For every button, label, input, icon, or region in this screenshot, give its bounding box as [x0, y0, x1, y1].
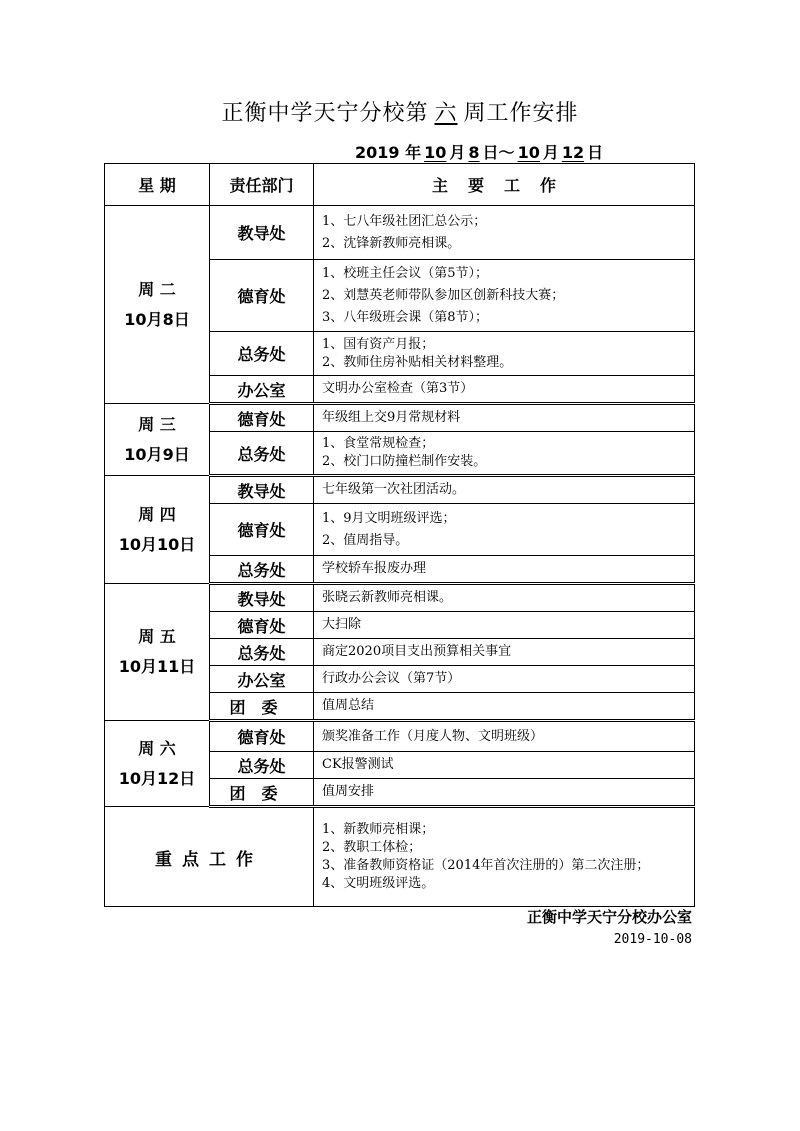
date-label: 10月12日 — [118, 768, 196, 788]
work-cell — [314, 332, 695, 376]
work-item: 行政办公会议（第7节） — [322, 671, 461, 686]
dept-cell — [210, 752, 314, 779]
work-item: 3、八年级班会课（第8节）； — [322, 309, 489, 325]
work-item: 1、食堂常规检查； — [322, 436, 435, 451]
work-item: 2、教师住房补贴相关材料整理。 — [322, 354, 513, 370]
dept-label: 团委 — [229, 783, 294, 803]
work-item: 颁奖准备工作（月度人物、文明班级） — [322, 728, 544, 744]
work-cell — [314, 666, 695, 693]
work-item: 七年级第一次社团活动。 — [322, 482, 466, 497]
dept-label: 办公室 — [237, 380, 286, 400]
dept-label: 德育处 — [237, 287, 286, 306]
dept-cell — [210, 556, 314, 584]
dept-label: 办公室 — [237, 670, 286, 690]
dept-cell — [210, 206, 314, 260]
work-cell — [314, 260, 695, 332]
work-item: 值周安排 — [322, 784, 375, 799]
header-weekday: 星 期 — [105, 164, 210, 206]
dept-label: 总务处 — [237, 756, 286, 776]
footer-date: 2019-10-08 — [613, 932, 692, 947]
dept-cell — [210, 779, 314, 807]
work-cell — [314, 376, 695, 404]
key-work-item: 3、准备教师资格证（2014年首次注册的）第二次注册； — [322, 858, 650, 873]
weekday-label: 周 三 — [138, 414, 176, 434]
day-cell-tue — [105, 206, 210, 404]
work-cell — [314, 779, 695, 807]
title-suffix: 周工作安排 — [463, 101, 579, 126]
dept-cell — [210, 693, 314, 721]
dept-label: 总务处 — [237, 444, 286, 464]
day-cell-wed — [105, 404, 210, 476]
date-label: 10月11日 — [118, 657, 196, 676]
dept-cell — [210, 666, 314, 693]
key-work-row — [105, 807, 695, 907]
day-cell-sat — [105, 721, 210, 807]
work-item: 2、沈锋新教师亮相课。 — [322, 235, 461, 251]
work-cell — [314, 639, 695, 666]
date-end-day: 12 — [561, 143, 585, 162]
footer-office: 正衡中学天宁分校办公室 — [526, 908, 692, 926]
work-item: 大扫除 — [322, 617, 362, 632]
dept-cell — [210, 476, 314, 504]
work-item: 2、值周指导。 — [322, 532, 409, 548]
dept-cell — [210, 721, 314, 752]
dept-label: 教导处 — [237, 589, 286, 609]
day-cell-fri — [105, 584, 210, 721]
work-cell — [314, 476, 695, 504]
dept-cell — [210, 404, 314, 432]
schedule-table — [104, 163, 695, 907]
day-cell-thu — [105, 476, 210, 584]
work-item: 文明办公室检查（第3节） — [322, 381, 474, 396]
dept-label: 总务处 — [237, 345, 286, 364]
work-item: 1、国有资产月报； — [322, 336, 435, 352]
work-cell — [314, 584, 695, 612]
key-work-item: 4、文明班级评选。 — [322, 876, 435, 891]
dept-label: 德育处 — [237, 409, 286, 429]
dept-label: 教导处 — [237, 224, 286, 243]
work-item: 2、校门口防撞栏制作安装。 — [322, 454, 487, 469]
weekday-label: 周 二 — [138, 279, 176, 299]
work-cell — [314, 693, 695, 721]
dept-label: 德育处 — [237, 521, 286, 540]
work-item: 值周总结 — [322, 698, 375, 713]
title-week-number: 六 — [434, 101, 458, 126]
work-cell — [314, 556, 695, 584]
key-work-item: 2、教职工体检； — [322, 840, 422, 855]
date-year: 2019 — [355, 143, 400, 162]
title-prefix: 正衡中学天宁分校第 — [221, 101, 429, 126]
key-work-item: 1、新教师亮相课； — [322, 822, 435, 837]
weekday-label: 周 四 — [138, 504, 176, 524]
table-row — [105, 206, 695, 260]
key-work-label: 重点工作 — [105, 807, 314, 907]
work-item: 1、七八年级社团汇总公示； — [322, 213, 487, 229]
weekday-label: 周 六 — [138, 738, 176, 758]
header-work: 主要工作 — [314, 164, 695, 206]
dept-label: 总务处 — [237, 560, 286, 580]
table-row — [105, 721, 695, 752]
date-range — [355, 140, 603, 163]
key-work-cell — [314, 807, 695, 907]
dept-cell — [210, 332, 314, 376]
date-day-label-2: 日 — [587, 143, 604, 162]
date-start-day: 8 — [468, 143, 480, 162]
work-cell — [314, 206, 695, 260]
date-end-month: 10 — [517, 143, 540, 162]
dept-label: 教导处 — [237, 481, 286, 501]
date-month-label: 月 — [449, 143, 466, 162]
work-item: 1、9月文明班级评选； — [322, 510, 456, 526]
date-month-label-2: 月 — [542, 143, 559, 162]
date-label: 10月9日 — [124, 444, 190, 464]
dept-cell — [210, 584, 314, 612]
date-start-month: 10 — [424, 143, 447, 162]
work-cell — [314, 721, 695, 752]
dept-label: 团委 — [229, 697, 294, 717]
work-item: CK报警测试 — [322, 757, 394, 772]
dept-cell — [210, 504, 314, 556]
work-cell — [314, 612, 695, 639]
work-item: 商定2020项目支出预算相关事宜 — [322, 644, 512, 659]
weekday-label: 周 五 — [138, 627, 176, 646]
table-row — [105, 476, 695, 504]
work-item: 张晓云新教师亮相课。 — [322, 590, 453, 605]
dept-cell — [210, 612, 314, 639]
dept-cell — [210, 376, 314, 404]
header-dept: 责任部门 — [210, 164, 314, 206]
work-item: 1、校班主任会议（第5节）； — [322, 265, 489, 281]
date-label: 10月10日 — [118, 534, 196, 554]
work-item: 年级组上交9月常规材料 — [322, 410, 461, 425]
date-year-label: 年 — [405, 143, 422, 162]
table-row — [105, 404, 695, 432]
work-item: 学校轿车报废办理 — [322, 561, 427, 576]
date-day-label: 日～ — [482, 143, 515, 162]
work-cell — [314, 404, 695, 432]
dept-label: 总务处 — [237, 643, 286, 663]
dept-cell — [210, 432, 314, 476]
date-label: 10月8日 — [124, 309, 190, 329]
dept-cell — [210, 639, 314, 666]
dept-label: 德育处 — [237, 728, 286, 747]
header-row — [105, 164, 695, 206]
work-cell — [314, 752, 695, 779]
dept-label: 德育处 — [237, 616, 286, 636]
page-title — [0, 96, 800, 127]
dept-cell — [210, 260, 314, 332]
work-cell — [314, 504, 695, 556]
work-item: 2、刘慧英老师带队参加区创新科技大赛； — [322, 287, 565, 303]
table-row — [105, 584, 695, 612]
work-cell — [314, 432, 695, 476]
